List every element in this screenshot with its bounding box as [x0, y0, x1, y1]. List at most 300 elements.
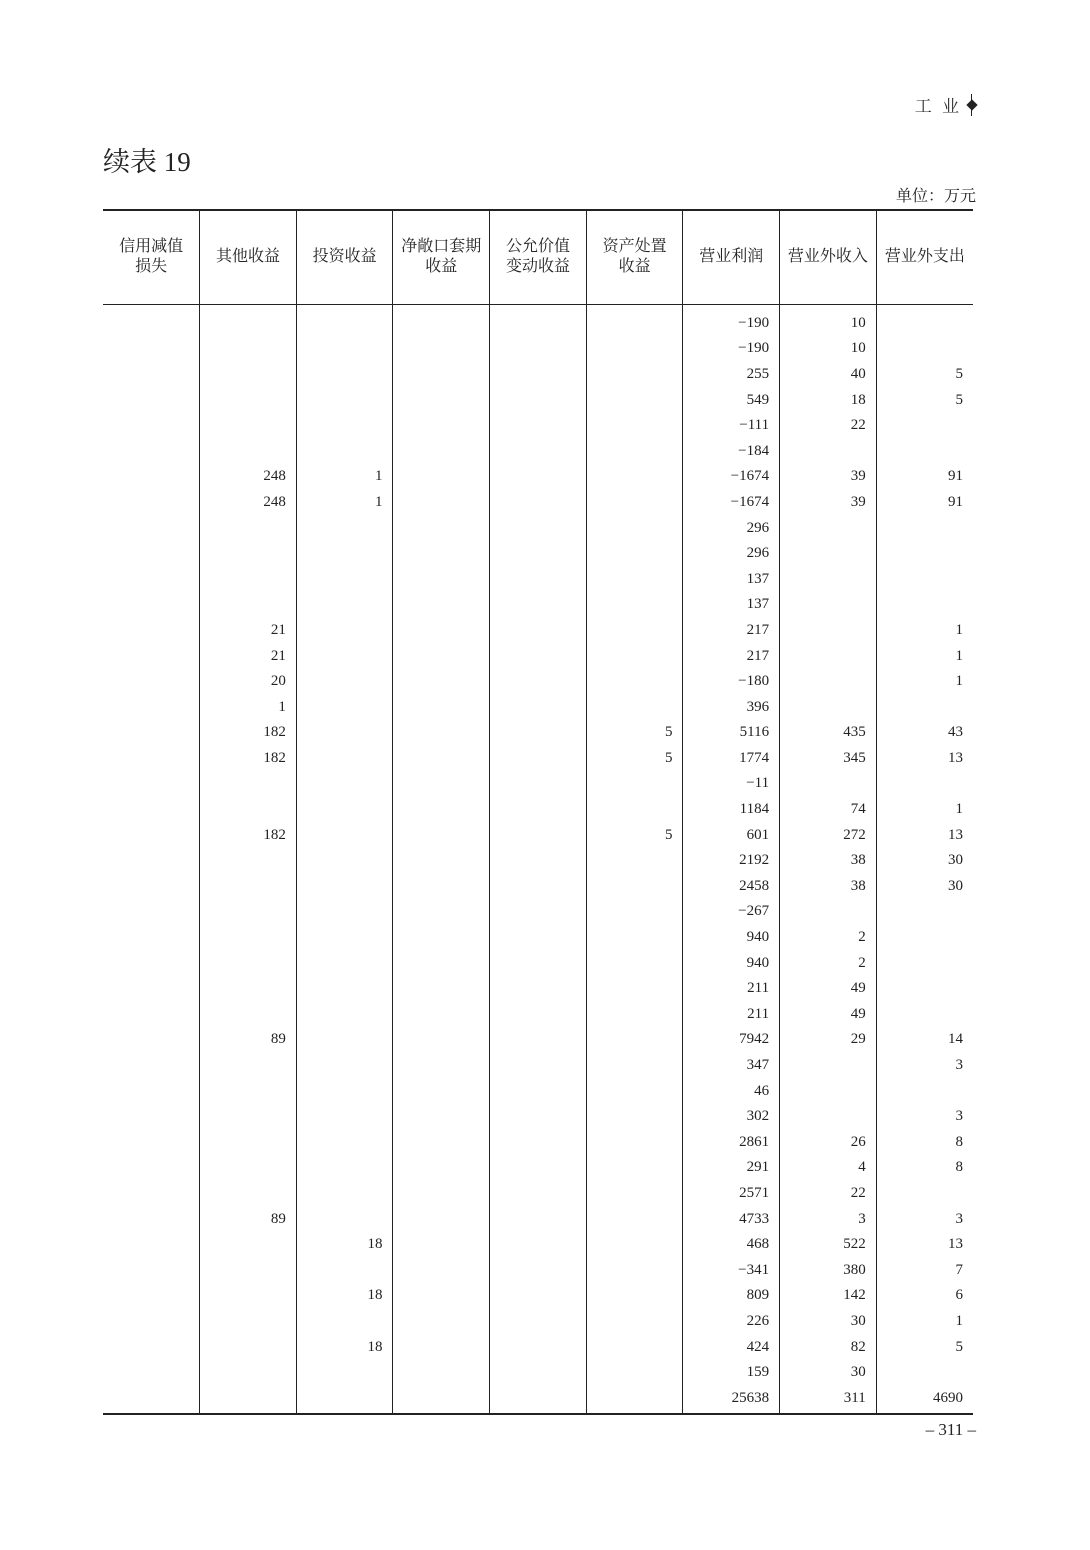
table-cell [103, 1206, 200, 1232]
table-cell: 1 [876, 1309, 973, 1335]
table-cell: 1 [876, 643, 973, 669]
table-cell: 38 [780, 848, 877, 874]
table-row [103, 1104, 973, 1130]
header-row [103, 210, 973, 304]
table-cell [586, 1385, 683, 1414]
table-cell: 8 [876, 1130, 973, 1156]
table-cell: 4733 [683, 1206, 780, 1232]
table-cell [103, 1027, 200, 1053]
table-cell [586, 304, 683, 336]
table-cell [586, 1309, 683, 1335]
table-cell: 3 [876, 1104, 973, 1130]
table-cell [876, 541, 973, 567]
table-cell: 2571 [683, 1181, 780, 1207]
table-row [103, 566, 973, 592]
table-cell [103, 1002, 200, 1028]
table-cell [200, 362, 297, 388]
table-cell [490, 1078, 587, 1104]
table-row [103, 643, 973, 669]
table-cell [103, 1130, 200, 1156]
table-cell [780, 566, 877, 592]
table-cell [490, 413, 587, 439]
table-cell [103, 304, 200, 336]
table-cell [296, 1360, 393, 1386]
table-cell [296, 1053, 393, 1079]
table-cell [586, 797, 683, 823]
table-cell [200, 1385, 297, 1414]
table-cell [296, 541, 393, 567]
table-cell [296, 694, 393, 720]
table-cell [876, 950, 973, 976]
table-cell: 8 [876, 1155, 973, 1181]
table-cell: 424 [683, 1334, 780, 1360]
table-cell [393, 669, 490, 695]
table-cell: 302 [683, 1104, 780, 1130]
table-cell [103, 1283, 200, 1309]
table-cell: 18 [296, 1232, 393, 1258]
table-cell [103, 1334, 200, 1360]
table-cell [200, 541, 297, 567]
table-cell [393, 336, 490, 362]
table-cell: 18 [296, 1334, 393, 1360]
table-cell [876, 771, 973, 797]
table-cell [876, 1002, 973, 1028]
table-cell [393, 515, 490, 541]
table-cell [586, 643, 683, 669]
table-cell: 248 [200, 490, 297, 516]
table-cell [200, 1360, 297, 1386]
table-cell [200, 1104, 297, 1130]
table-cell: 468 [683, 1232, 780, 1258]
table-cell: 10 [780, 336, 877, 362]
table-cell [586, 438, 683, 464]
table-cell: 940 [683, 925, 780, 951]
table-cell [103, 1181, 200, 1207]
table-cell: −190 [683, 336, 780, 362]
table-cell: 49 [780, 976, 877, 1002]
table-cell [296, 874, 393, 900]
table-cell [490, 1027, 587, 1053]
table-cell [876, 304, 973, 336]
table-cell [586, 1104, 683, 1130]
table-cell [490, 976, 587, 1002]
table-cell [200, 950, 297, 976]
table-cell [393, 413, 490, 439]
table-cell [393, 490, 490, 516]
table-cell: 5 [586, 822, 683, 848]
table-cell [586, 618, 683, 644]
table-cell [393, 1283, 490, 1309]
table-cell: 30 [780, 1309, 877, 1335]
table-cell: 2192 [683, 848, 780, 874]
table-cell [876, 413, 973, 439]
table-row [103, 976, 973, 1002]
table-cell [296, 746, 393, 772]
table-cell [490, 925, 587, 951]
table-cell [490, 592, 587, 618]
table-cell [490, 950, 587, 976]
table-cell [586, 541, 683, 567]
table-cell [393, 643, 490, 669]
table-cell [200, 1283, 297, 1309]
table-cell: 940 [683, 950, 780, 976]
table-cell [393, 822, 490, 848]
table-cell [490, 1130, 587, 1156]
table-cell: 7 [876, 1257, 973, 1283]
table-row [103, 515, 973, 541]
table-cell [296, 976, 393, 1002]
table-cell [876, 438, 973, 464]
table-cell: 182 [200, 746, 297, 772]
table-cell: 5 [586, 720, 683, 746]
table-cell [296, 643, 393, 669]
table-cell: 5 [876, 362, 973, 388]
table-cell: 159 [683, 1360, 780, 1386]
table-cell [586, 1360, 683, 1386]
table-cell [200, 413, 297, 439]
table-row [103, 336, 973, 362]
table-cell: 3 [876, 1053, 973, 1079]
table-cell [296, 618, 393, 644]
table-cell: 2 [780, 925, 877, 951]
table-cell: 5 [876, 1334, 973, 1360]
table-cell [296, 592, 393, 618]
table-cell [200, 1002, 297, 1028]
table-cell [393, 1155, 490, 1181]
table-cell [876, 1181, 973, 1207]
table-cell [393, 362, 490, 388]
table-cell [393, 1206, 490, 1232]
table-cell [490, 464, 587, 490]
table-cell [393, 1385, 490, 1414]
table-row [103, 438, 973, 464]
table-cell: −267 [683, 899, 780, 925]
table-cell [586, 1078, 683, 1104]
table-cell [103, 720, 200, 746]
table-row [103, 720, 973, 746]
table-cell: 29 [780, 1027, 877, 1053]
table-cell [200, 925, 297, 951]
table-cell: 25638 [683, 1385, 780, 1414]
table-cell [103, 618, 200, 644]
table-cell [490, 1232, 587, 1258]
table-cell: 13 [876, 1232, 973, 1258]
table-row [103, 1283, 973, 1309]
table-cell [103, 669, 200, 695]
table-cell [103, 362, 200, 388]
table-cell [490, 797, 587, 823]
table-row [103, 490, 973, 516]
table-cell [780, 1104, 877, 1130]
table-cell [103, 336, 200, 362]
table-cell [586, 1257, 683, 1283]
table-cell [876, 899, 973, 925]
table-cell [876, 566, 973, 592]
table-cell: 211 [683, 976, 780, 1002]
table-cell [490, 1053, 587, 1079]
table-cell [490, 1104, 587, 1130]
table-cell [103, 592, 200, 618]
table-cell [876, 592, 973, 618]
table-cell: 10 [780, 304, 877, 336]
table-cell [393, 771, 490, 797]
table-cell [296, 669, 393, 695]
table-cell [393, 1002, 490, 1028]
table-cell [393, 1360, 490, 1386]
table-cell: 396 [683, 694, 780, 720]
table-cell: −1674 [683, 490, 780, 516]
table-cell [490, 1360, 587, 1386]
table-cell: 13 [876, 822, 973, 848]
table-cell [296, 925, 393, 951]
table-row [103, 925, 973, 951]
table-cell [780, 694, 877, 720]
table-cell [586, 490, 683, 516]
table-row [103, 413, 973, 439]
table-cell [490, 541, 587, 567]
table-cell [393, 618, 490, 644]
table-cell [393, 304, 490, 336]
table-cell [490, 771, 587, 797]
table-cell [393, 976, 490, 1002]
table-cell [490, 874, 587, 900]
table-cell [586, 1334, 683, 1360]
table-cell: 91 [876, 464, 973, 490]
table-cell [200, 336, 297, 362]
table-cell [780, 899, 877, 925]
table-cell: 226 [683, 1309, 780, 1335]
table-cell [586, 669, 683, 695]
table-row [103, 304, 973, 336]
table-cell [490, 1385, 587, 1414]
table-row [103, 1257, 973, 1283]
table-cell: 30 [876, 848, 973, 874]
table-cell [780, 541, 877, 567]
table-cell [200, 797, 297, 823]
table-cell [296, 566, 393, 592]
table-cell [586, 336, 683, 362]
table-cell: 182 [200, 822, 297, 848]
column-header: 营业外支出 [876, 210, 973, 304]
table-cell: 91 [876, 490, 973, 516]
table-cell: 291 [683, 1155, 780, 1181]
table-cell [393, 1130, 490, 1156]
table-cell [200, 899, 297, 925]
table-cell: 1 [876, 797, 973, 823]
table-cell: 345 [780, 746, 877, 772]
table-cell [103, 1053, 200, 1079]
table-row [103, 797, 973, 823]
table-cell [200, 1130, 297, 1156]
table-cell: 82 [780, 1334, 877, 1360]
table-cell [876, 694, 973, 720]
table-cell [393, 746, 490, 772]
column-header: 投资收益 [296, 210, 393, 304]
table-row [103, 1334, 973, 1360]
table-cell: 380 [780, 1257, 877, 1283]
table-cell [393, 438, 490, 464]
table-row [103, 1027, 973, 1053]
table-cell [200, 874, 297, 900]
table-cell: 217 [683, 643, 780, 669]
table-cell [103, 1232, 200, 1258]
table-cell: 2458 [683, 874, 780, 900]
table-row [103, 874, 973, 900]
table-cell [200, 771, 297, 797]
table-cell [490, 362, 587, 388]
table-cell [490, 336, 587, 362]
table-cell [490, 490, 587, 516]
table-cell [103, 566, 200, 592]
table-row [103, 592, 973, 618]
table-cell [586, 1206, 683, 1232]
table-row [103, 464, 973, 490]
table-cell [586, 771, 683, 797]
table-cell: 13 [876, 746, 973, 772]
table-cell [200, 438, 297, 464]
table-cell: 22 [780, 1181, 877, 1207]
table-cell [393, 874, 490, 900]
table-cell [393, 1334, 490, 1360]
table-cell [200, 1053, 297, 1079]
table-cell [393, 694, 490, 720]
table-row [103, 541, 973, 567]
table-cell: 21 [200, 618, 297, 644]
table-cell [393, 925, 490, 951]
table-cell: 435 [780, 720, 877, 746]
table-cell [296, 720, 393, 746]
table-cell [876, 925, 973, 951]
table-cell [490, 694, 587, 720]
table-cell [586, 1181, 683, 1207]
table-cell: 296 [683, 515, 780, 541]
table-row [103, 771, 973, 797]
table-cell [876, 336, 973, 362]
table-row [103, 1206, 973, 1232]
table-cell [780, 669, 877, 695]
table-cell [103, 822, 200, 848]
section-header-text: 工 业 [914, 97, 962, 116]
table-cell: 2 [780, 950, 877, 976]
column-header: 资产处置 收益 [586, 210, 683, 304]
table-cell [103, 976, 200, 1002]
table-cell [490, 1334, 587, 1360]
table-cell [103, 464, 200, 490]
table-cell: 6 [876, 1283, 973, 1309]
table-cell: 39 [780, 464, 877, 490]
table-cell: 255 [683, 362, 780, 388]
table-cell [200, 1309, 297, 1335]
table-cell [586, 694, 683, 720]
table-cell: 809 [683, 1283, 780, 1309]
table-cell [586, 1155, 683, 1181]
table-cell [586, 464, 683, 490]
table-cell [103, 950, 200, 976]
table-cell [200, 1232, 297, 1258]
table-row [103, 1053, 973, 1079]
table-cell: −180 [683, 669, 780, 695]
table-cell [490, 618, 587, 644]
table-cell [490, 1206, 587, 1232]
table-cell [200, 387, 297, 413]
table-cell [780, 1053, 877, 1079]
table-cell [200, 1181, 297, 1207]
table-cell [296, 899, 393, 925]
table-row [103, 1002, 973, 1028]
table-cell [103, 1257, 200, 1283]
table-cell [103, 490, 200, 516]
table-cell [103, 643, 200, 669]
table-cell [586, 1232, 683, 1258]
table-cell [296, 771, 393, 797]
table-cell [586, 566, 683, 592]
table-cell [200, 1334, 297, 1360]
table-cell [490, 515, 587, 541]
table-cell [200, 566, 297, 592]
table-cell [393, 1027, 490, 1053]
table-cell [490, 1155, 587, 1181]
table-row [103, 746, 973, 772]
table-cell [200, 1257, 297, 1283]
table-cell [586, 874, 683, 900]
table-cell [393, 1309, 490, 1335]
table-cell [296, 1078, 393, 1104]
table-cell [296, 797, 393, 823]
table-cell [296, 1385, 393, 1414]
table-cell [103, 899, 200, 925]
table-cell: 1 [296, 464, 393, 490]
table-cell: 182 [200, 720, 297, 746]
table-cell [490, 438, 587, 464]
table-cell [876, 1078, 973, 1104]
table-cell [296, 1104, 393, 1130]
table-cell: 1184 [683, 797, 780, 823]
table-cell [200, 515, 297, 541]
table-row [103, 1078, 973, 1104]
column-header: 其他收益 [200, 210, 297, 304]
table-cell [103, 438, 200, 464]
table-cell [780, 643, 877, 669]
table-cell [296, 1181, 393, 1207]
page-number: – 311 – [925, 1420, 976, 1439]
table-row [103, 362, 973, 388]
table-cell [393, 797, 490, 823]
table-cell [200, 304, 297, 336]
table-cell: −11 [683, 771, 780, 797]
table-cell [296, 950, 393, 976]
table-cell: 74 [780, 797, 877, 823]
table-cell [876, 976, 973, 1002]
table-cell [103, 1360, 200, 1386]
column-header: 营业外收入 [780, 210, 877, 304]
table-cell [296, 1002, 393, 1028]
table-row [103, 1360, 973, 1386]
table-cell [296, 362, 393, 388]
table-cell: 1 [876, 669, 973, 695]
table-cell: 3 [780, 1206, 877, 1232]
table-row [103, 950, 973, 976]
table-cell [103, 746, 200, 772]
table-row [103, 1385, 973, 1414]
table-cell: 30 [876, 874, 973, 900]
table-cell [490, 669, 587, 695]
table-cell [780, 618, 877, 644]
table-row [103, 848, 973, 874]
table-cell [490, 304, 587, 336]
table-cell: 3 [876, 1206, 973, 1232]
table-row [103, 822, 973, 848]
table-cell [876, 515, 973, 541]
